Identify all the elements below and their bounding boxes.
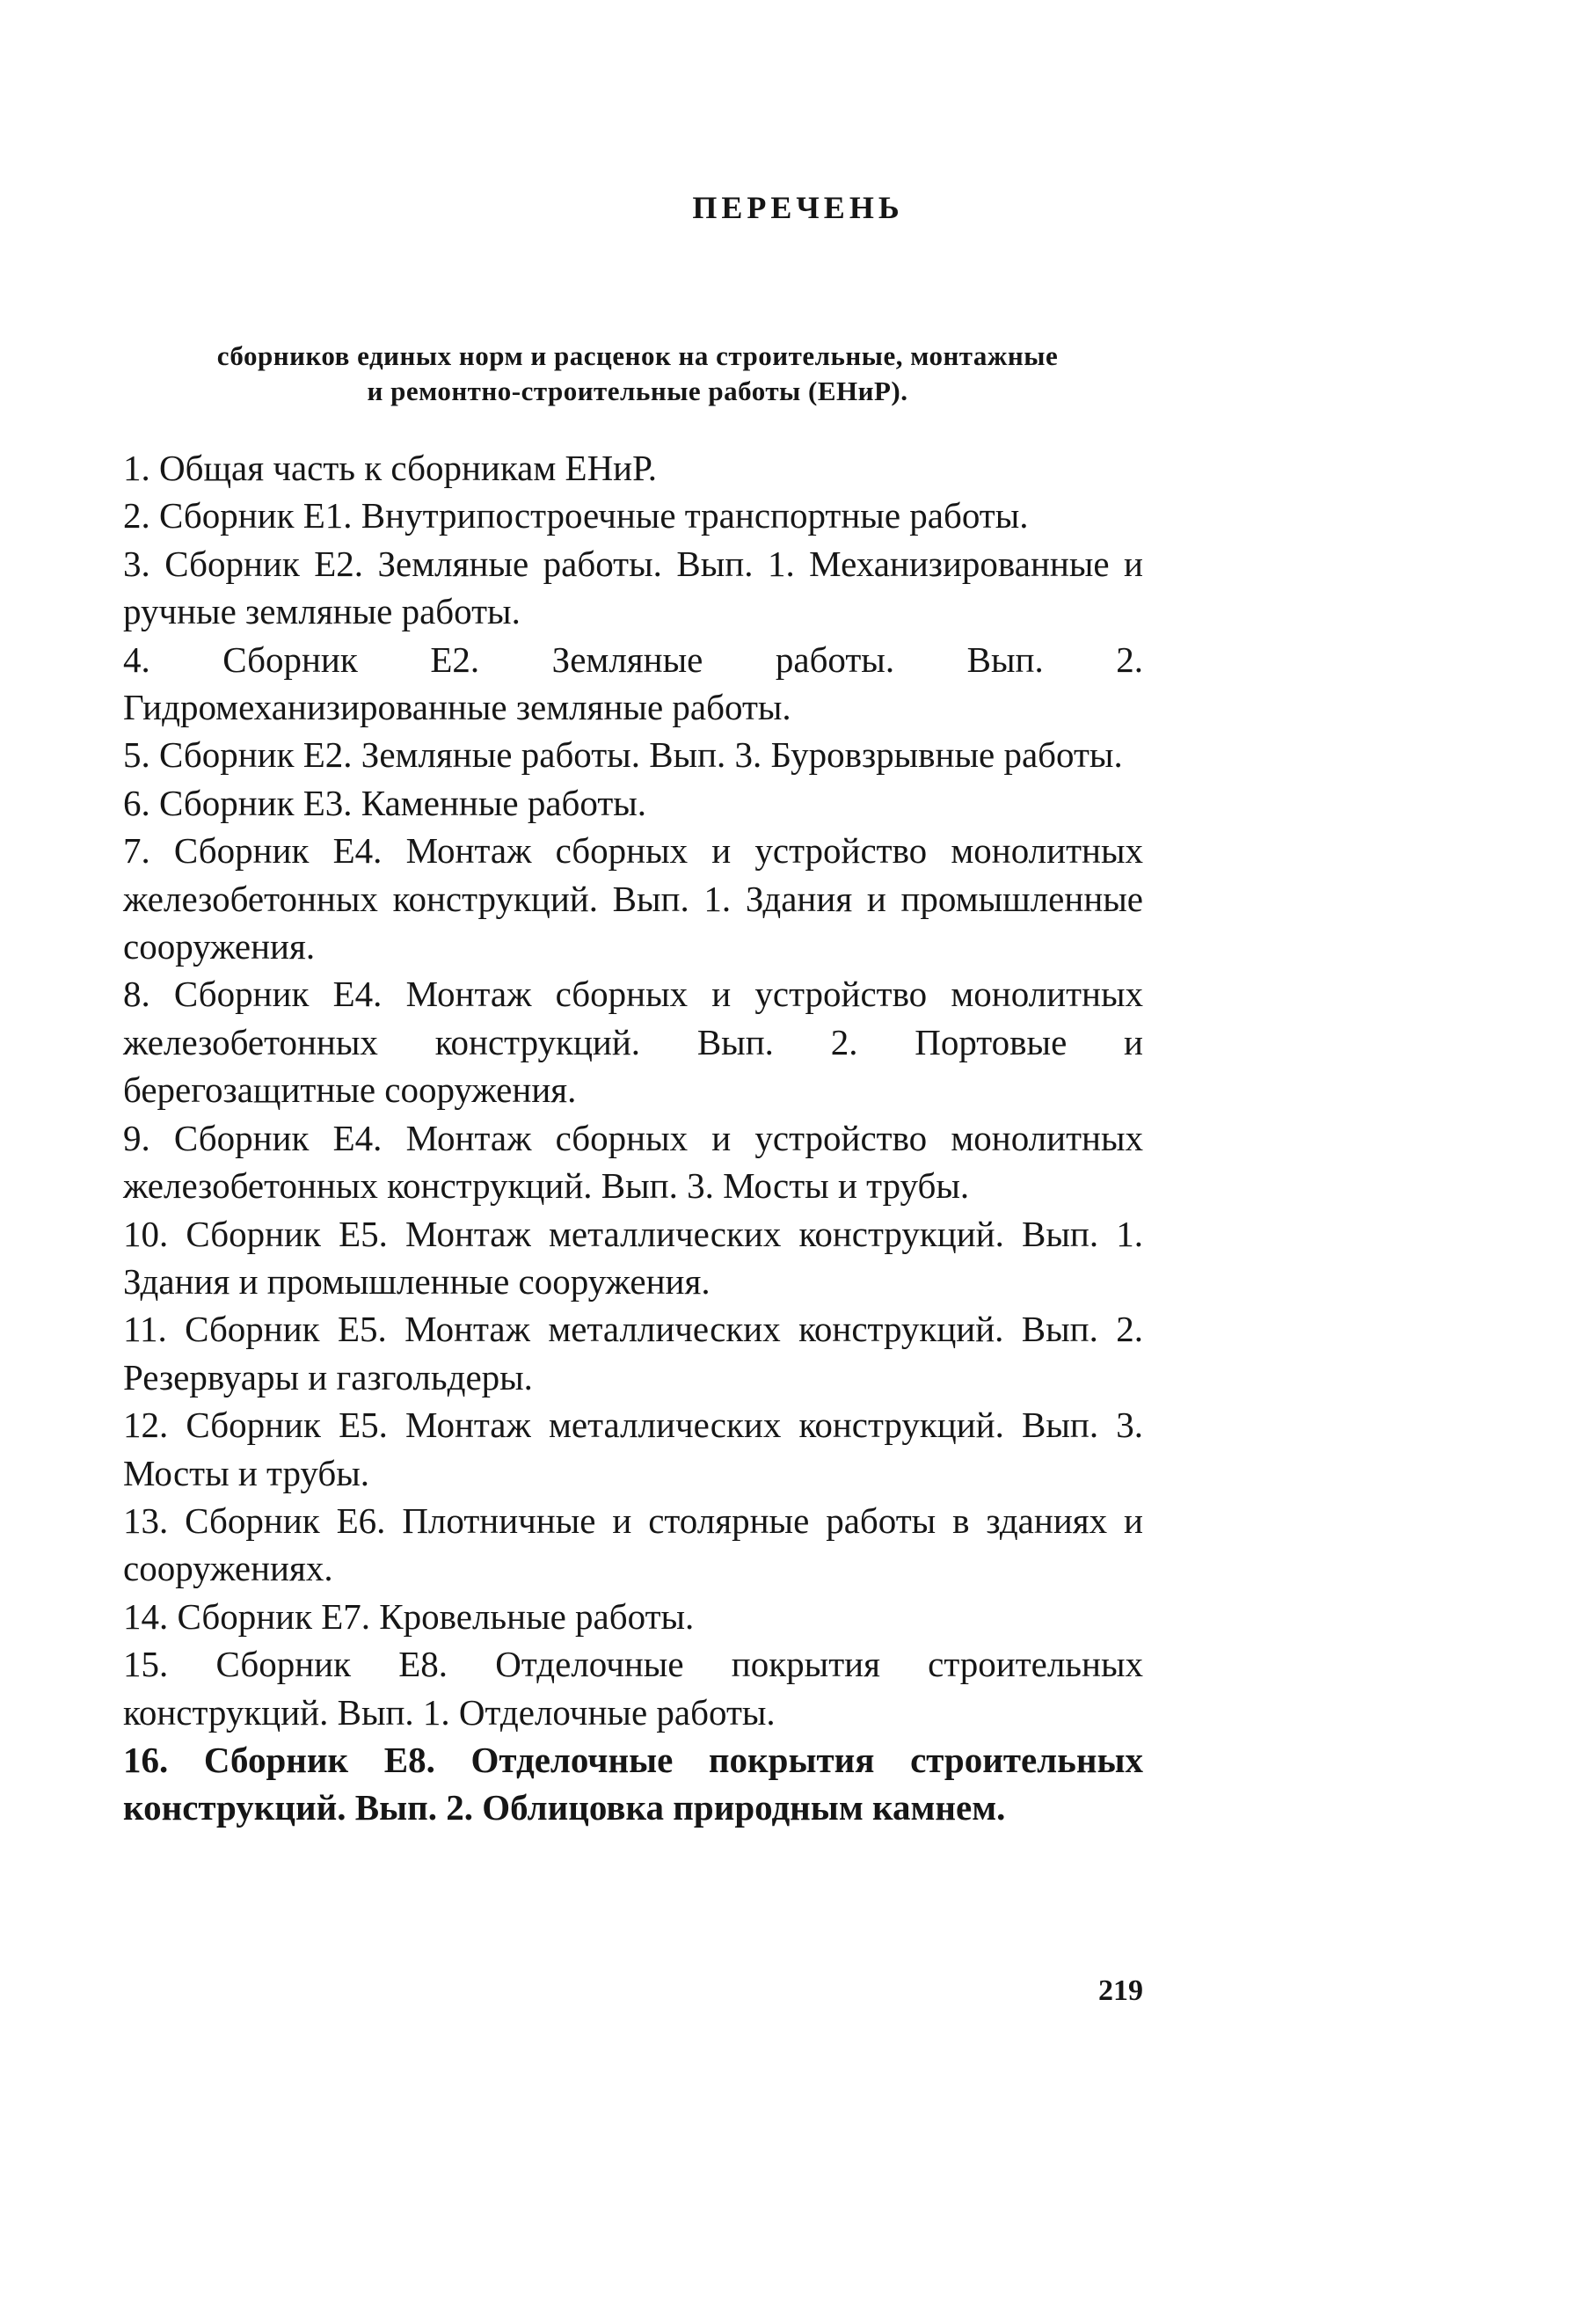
list-item: 7. Сборник Е4. Монтаж сборных и устройство монолитных железобетонных конструкций. Вып. 1. Здания и промышленные сооружения. [123, 830, 1143, 967]
collections-list [123, 444, 1143, 1832]
list-item: 13. Сборник Е6. Плотничные и столярные работы в зданиях и сооружениях. [123, 1500, 1143, 1589]
page-number: 219 [1098, 1974, 1143, 2007]
list-item: 10. Сборник Е5. Монтаж металлических конструкций. Вып. 1. Здания и промышленные сооружения. [123, 1213, 1143, 1302]
list-item: 9. Сборник Е4. Монтаж сборных и устройство монолитных железобетонных конструкций. Вып. 3. Мосты и трубы. [123, 1117, 1143, 1207]
list-item: 16. Сборник Е8. Отделочные покрытия строительных конструкций. Вып. 2. Облицовка природным камнем. [123, 1739, 1143, 1828]
list-item: 2. Сборник Е1. Внутрипостроечные транспортные работы. [123, 495, 1029, 536]
page-title: ПЕРЕЧЕНЬ [692, 190, 904, 225]
list-item: 1. Общая часть к сборникам ЕНиР. [123, 448, 658, 488]
list-item: 15. Сборник Е8. Отделочные покрытия строительных конструкций. Вып. 1. Отделочные работы. [123, 1644, 1143, 1733]
list-item: 12. Сборник Е5. Монтаж металлических конструкций. Вып. 3. Мосты и трубы. [123, 1405, 1143, 1493]
subtitle-line-1: сборников единых норм и расценок на строительные, монтажные [216, 340, 1059, 371]
list-item: 4. Сборник Е2. Земляные работы. Вып. 2. Гидромеханизированные земляные работы. [123, 639, 1143, 728]
list-item: 6. Сборник Е3. Каменные работы. [123, 782, 647, 823]
list-item: 8. Сборник Е4. Монтаж сборных и устройство монолитных железобетонных конструкций. Вып. 2. Портовые и берегозащитные сооружения. [123, 974, 1143, 1111]
list-item: 11. Сборник Е5. Монтаж металлических конструкций. Вып. 2. Резервуары и газгольдеры. [123, 1309, 1143, 1397]
list-item: 14. Сборник Е7. Кровельные работы. [123, 1595, 695, 1637]
page-subtitle [132, 339, 1143, 409]
subtitle-line-2: и ремонтно-строительные работы (ЕНиР). [367, 376, 908, 406]
list-item: 5. Сборник Е2. Земляные работы. Вып. 3. Буровзрывные работы. [123, 734, 1123, 776]
list-item: 3. Сборник Е2. Земляные работы. Вып. 1. Механизированные и ручные земляные работы. [123, 543, 1143, 632]
